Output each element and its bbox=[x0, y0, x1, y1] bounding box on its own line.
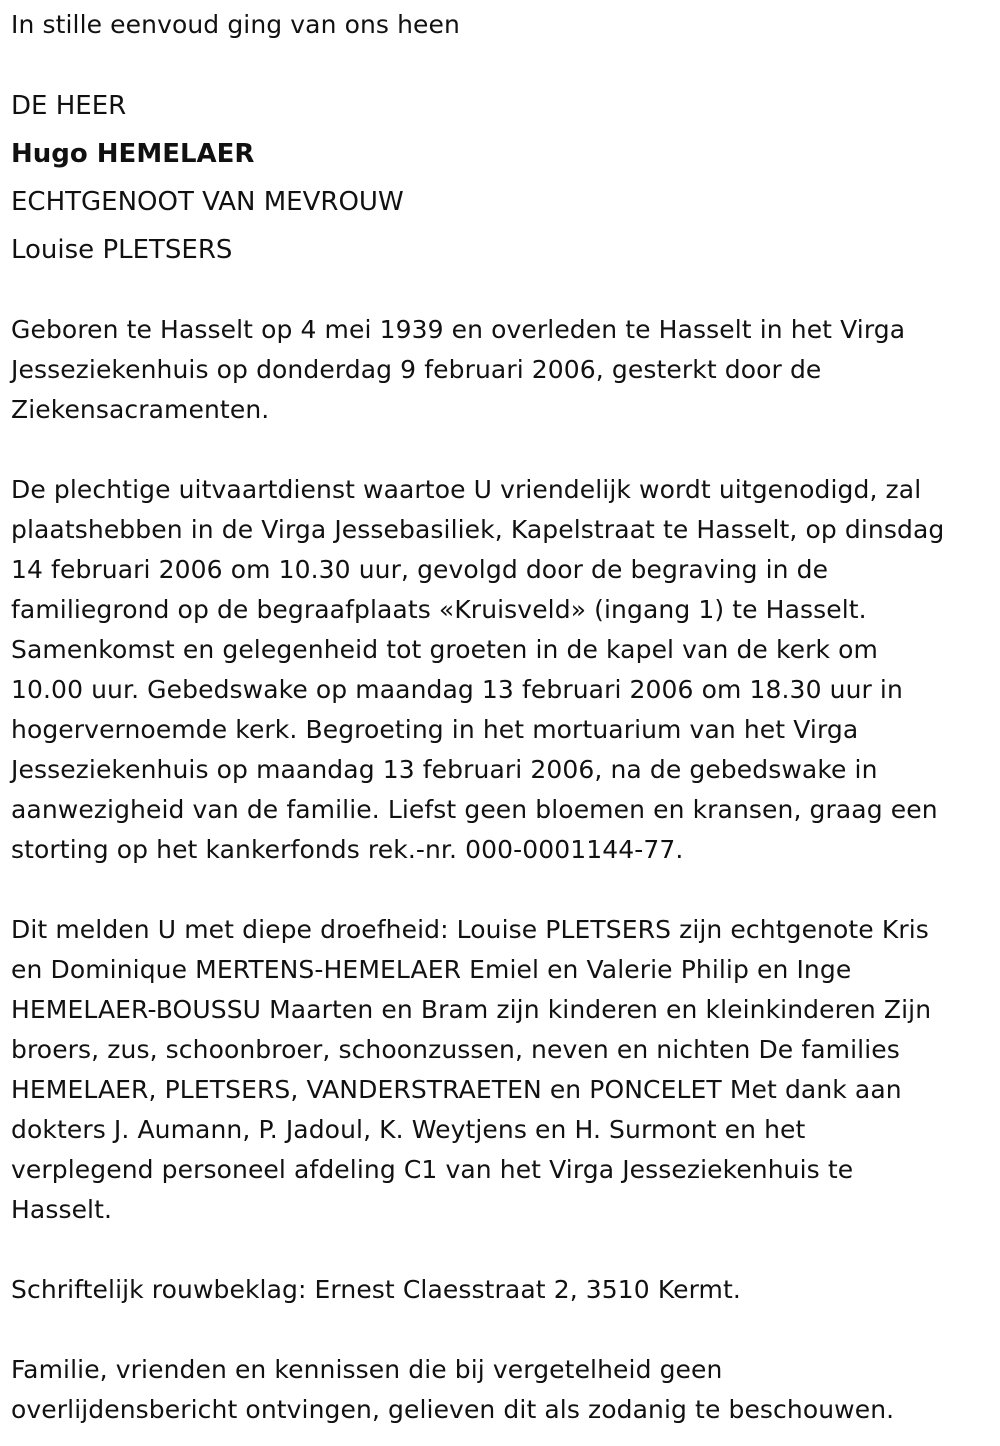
paragraph-line: hogervernoemde kerk. Begroeting in het mortuarium van het Virga bbox=[11, 715, 859, 744]
paragraph-line: en Dominique MERTENS-HEMELAER Emiel en Valerie Philip en Inge bbox=[11, 955, 852, 984]
paragraph-line: aanwezigheid van de familie. Liefst geen bloemen en kransen, graag een bbox=[11, 795, 938, 824]
paragraph-line: Dit melden U met diepe droefheid: Louise PLETSERS zijn echtgenote Kris bbox=[11, 915, 929, 944]
paragraph-line: Familie, vrienden en kennissen die bij vergetelheid geen bbox=[11, 1355, 723, 1384]
paragraph-line: Geboren te Hasselt op 4 mei 1939 en overleden te Hasselt in het Virga bbox=[11, 315, 906, 344]
paragraph-line: Jesseziekenhuis op maandag 13 februari 2006, na de gebedswake in bbox=[11, 755, 878, 784]
relation-label: ECHTGENOOT VAN MEVROUW bbox=[11, 187, 404, 217]
paragraph-line: Jesseziekenhuis op donderdag 9 februari 2006, gesterkt door de bbox=[11, 355, 822, 384]
family-paragraph bbox=[11, 910, 931, 1230]
paragraph-line: Ziekensacramenten. bbox=[11, 395, 270, 424]
paragraph-line: Hasselt. bbox=[11, 1195, 113, 1224]
paragraph-line: overlijdensbericht ontvingen, gelieven dit als zodanig te beschouwen. bbox=[11, 1395, 895, 1424]
birth-paragraph bbox=[11, 310, 905, 430]
paragraph-line: verplegend personeel afdeling C1 van het Virga Jesseziekenhuis te bbox=[11, 1155, 854, 1184]
paragraph-line: De plechtige uitvaartdienst waartoe U vriendelijk wordt uitgenodigd, zal bbox=[11, 475, 922, 504]
paragraph-line: familiegrond op de begraafplaats «Kruisveld» (ingang 1) te Hasselt. bbox=[11, 595, 867, 624]
paragraph-line: 10.00 uur. Gebedswake op maandag 13 februari 2006 om 18.30 uur in bbox=[11, 675, 903, 704]
closing-paragraph bbox=[11, 1350, 894, 1430]
paragraph-line: HEMELAER, PLETSERS, VANDERSTRAETEN en PONCELET Met dank aan bbox=[11, 1075, 902, 1104]
paragraph-line: storting op het kankerfonds rek.-nr. 000-0001144-77. bbox=[11, 835, 684, 864]
funeral-paragraph bbox=[11, 470, 944, 870]
paragraph-line: broers, zus, schoonbroer, schoonzussen, neven en nichten De families bbox=[11, 1035, 900, 1064]
paragraph-line: HEMELAER-BOUSSU Maarten en Bram zijn kinderen en kleinkinderen Zijn bbox=[11, 995, 932, 1024]
spouse-name: Louise PLETSERS bbox=[11, 235, 233, 265]
condolence-address: Schriftelijk rouwbeklag: Ernest Claesstraat 2, 3510 Kermt. bbox=[11, 1275, 741, 1304]
paragraph-line: 14 februari 2006 om 10.30 uur, gevolgd door de begraving in de bbox=[11, 555, 829, 584]
paragraph-line: plaatshebben in de Virga Jessebasiliek, Kapelstraat te Hasselt, op dinsdag bbox=[11, 515, 945, 544]
paragraph-line: Samenkomst en gelegenheid tot groeten in de kapel van de kerk om bbox=[11, 635, 878, 664]
honorific: DE HEER bbox=[11, 91, 127, 121]
paragraph-line: dokters J. Aumann, P. Jadoul, K. Weytjens en H. Surmont en het bbox=[11, 1115, 806, 1144]
intro-text: In stille eenvoud ging van ons heen bbox=[11, 10, 460, 39]
deceased-name: Hugo HEMELAER bbox=[11, 139, 255, 169]
